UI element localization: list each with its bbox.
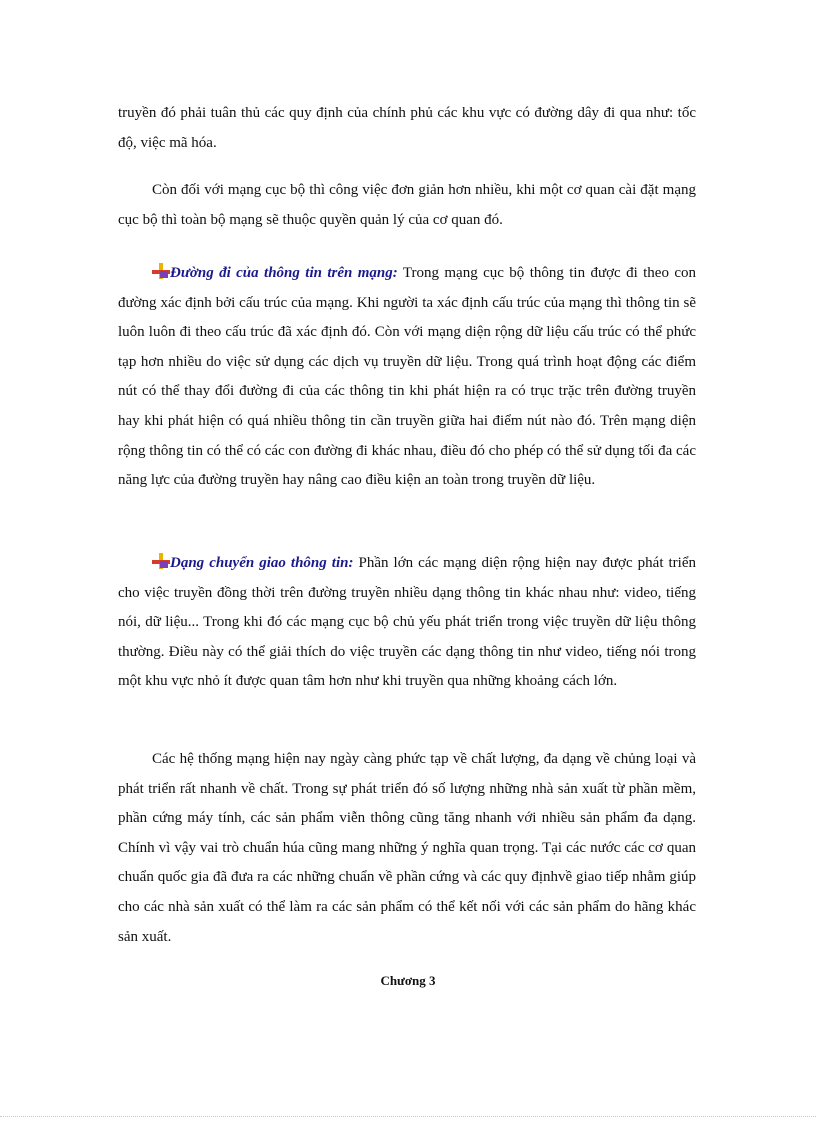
- paragraph-3-text: Trong mạng cục bộ thông tin được đi theo con đường xác định bởi cấu trúc của mạng. Khi người ta xác định cấu trúc của mạng thì thông tin sẽ luôn luôn đi theo cấu trúc đã xác định đó. Còn với mạng diện rộng dữ liệu cấu trúc có thể phức tạp hơn nhiều do việc sử dụng các dịch vụ truyền dữ liệu. Trong quá trình hoạt động các điểm nút có thể thay đổi đường đi của các thông tin khi phát hiện ra có trục trặc trên đường truyền hay khi phát hiện có quá nhiều thông tin cần truyền giữa hai điểm nút nào đó. Trên mạng diện rộng thông tin có thể có các con đường đi khác nhau, điều đó cho phép có thể sử dụng tối đa các năng lực của đường truyền hay nâng cao điều kiện an toàn trong truyền dữ liệu.: [118, 265, 696, 489]
- paragraph-4: [118, 549, 696, 697]
- paragraph-3: [118, 259, 696, 496]
- bullet-cross-icon: [152, 553, 170, 569]
- paragraph-1: truyền đó phải tuân thủ các quy định của chính phủ các khu vực có đường dây đi qua như: tốc độ, việc mã hóa.: [118, 105, 696, 151]
- paragraph-5: Các hệ thống mạng hiện nay ngày càng phức tạp về chất lượng, đa dạng về chủng loại và phát triển rất nhanh về chất. Trong sự phát triển đó số lượng những nhà sản xuất từ phần mềm, phần cứng máy tính, các sản phẩm viễn thông cũng tăng nhanh với nhiều sản phẩm đa dạng. Chính vì vậy vai trò chuẩn húa cũng mang những ý nghĩa quan trọng. Tại các nước các cơ quan chuẩn quốc gia đã đưa ra các những chuẩn về phần cứng và các quy địnhvề giao tiếp nhằm giúp cho các nhà sản xuất có thể làm ra các sản phẩm có thể kết nối với các sản phẩm do hãng khác sản xuất.: [118, 751, 696, 945]
- section-heading-transfer: Dạng chuyển giao thông tin:: [170, 555, 354, 571]
- chapter-label: Chương 3: [380, 973, 436, 988]
- paragraph-2: Còn đối với mạng cục bộ thì công việc đơn giản hơn nhiều, khi một cơ quan cài đặt mạng cục bộ thì toàn bộ mạng sẽ thuộc quyền quản lý của cơ quan đó.: [118, 182, 696, 228]
- paragraph-4-text: Phần lớn các mạng diện rộng hiện nay được phát triển cho việc truyền đồng thời trên đường truyền nhiều dạng thông tin khác nhau như: video, tiếng nói, dữ liệu... Trong khi đó các mạng cục bộ chủ yếu phát triển trong việc truyền dữ liệu thông thường. Điều này có thể giải thích do việc truyền các dạng thông tin như video, tiếng nói trong một khu vực nhỏ ít được quan tâm hơn như khi truyền qua những khoảng cách lớn.: [118, 555, 697, 690]
- page-bottom-divider: [0, 1116, 816, 1117]
- section-heading-routing: Đường đi của thông tin trên mạng:: [170, 265, 398, 281]
- bullet-cross-icon: [152, 263, 170, 279]
